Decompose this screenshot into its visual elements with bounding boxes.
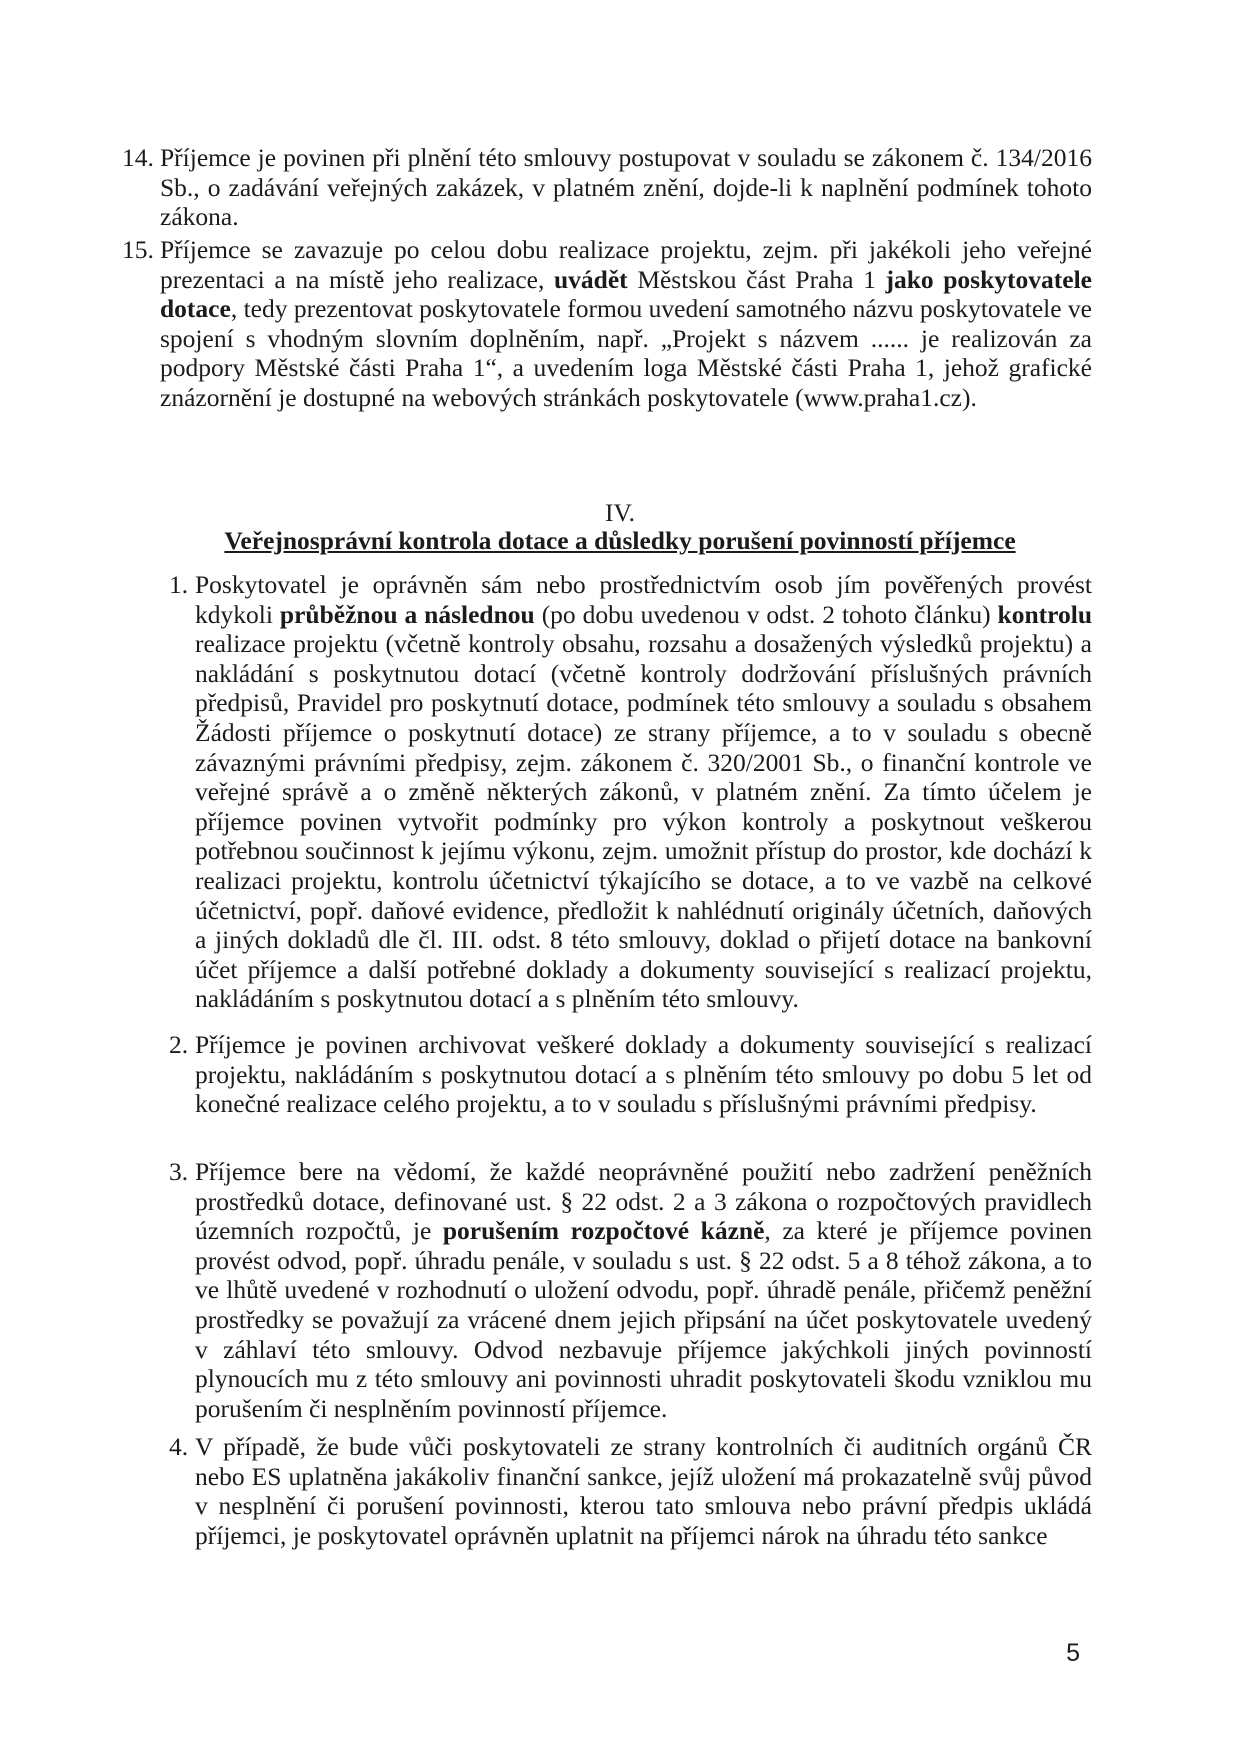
section-paragraph-3	[169, 1157, 1092, 1423]
section-paragraph-4	[169, 1432, 1092, 1550]
paragraph-number: 3.	[169, 1157, 189, 1186]
bold-text-run: jako poskytovatele dotace	[160, 264, 1092, 324]
bold-text-run: uvádět	[554, 264, 628, 294]
text-run: Příjemce je povinen při plnění této smlouvy postupovat v souladu se zákonem č. 134/2016 Sb., o zadávání veřejných zakázek, v platném znění, dojde-li k naplnění podmínek tohoto zákona.	[160, 143, 1092, 232]
text-run: Příjemce bere na vědomí, že každé neoprávněné použití nebo zadržení peněžních prostředků dotace, definované ust. § 22 odst. 2 a 3 zákona o rozpočtových pravidlech územních rozpočtů, je	[195, 1157, 1092, 1246]
text-run: (po dobu uvedenou v odst. 2 tohoto článku)	[534, 599, 998, 629]
paragraph-14	[122, 143, 1092, 232]
paragraph-text	[195, 1157, 1092, 1423]
text-run: V případě, že bude vůči poskytovateli ze strany kontrolních či auditních orgánů ČR nebo ES uplatněna jakákoliv finanční sankce, jejíž uložení má prokazatelně svůj původ v nesplnění či porušení povinnosti, kterou tato smlouva nebo právní předpis ukládá příjemci, je poskytovatel oprávněn uplatnit na příjemci nárok na úhradu této sankce	[195, 1432, 1092, 1550]
text-run: Městskou část Praha 1	[627, 264, 886, 294]
page-number: 5	[1066, 1639, 1080, 1667]
paragraph-number: 2.	[169, 1030, 189, 1059]
text-run: , tedy prezentovat poskytovatele formou uvedení samotného názvu poskytovatele ve spojení s vhodným slovním doplněním, např. „Projekt s názvem ...... je realizován za podpory Městské části Praha 1“, a uvedením loga Městské části Praha 1, jehož grafické znázornění je dostupné na webových stránkách poskytovatele (www.praha1.cz).	[160, 294, 1092, 412]
paragraph-number: 1.	[169, 570, 189, 599]
bold-text-run: kontrolu	[997, 599, 1092, 629]
section-paragraph-2	[169, 1030, 1092, 1119]
paragraph-text	[195, 1432, 1092, 1550]
text-run: Poskytovatel je oprávněn sám nebo prostřednictvím osob jím pověřených provést kdykoli	[195, 570, 1092, 629]
text-run: Příjemce se zavazuje po celou dobu realizace projektu, zejm. při jakékoli jeho veřejné prezentaci a na místě jeho realizace,	[160, 235, 1092, 294]
paragraph-number: 4.	[169, 1432, 189, 1461]
paragraph-text	[160, 143, 1092, 231]
section-title: Veřejnosprávní kontrola dotace a důsledky porušení povinností příjemce	[224, 526, 1016, 555]
paragraph-text	[195, 570, 1092, 1013]
text-run: Příjemce je povinen archivovat veškeré doklady a dokumenty související s realizací projektu, nakládáním s poskytnutou dotací a s plněním této smlouvy po dobu 5 let od konečné realizace celého projektu, a to v souladu s příslušnými právními předpisy.	[195, 1030, 1092, 1119]
bold-text-run: průběžnou a následnou	[279, 599, 535, 629]
paragraph-15	[122, 235, 1092, 413]
section-paragraph-1	[169, 570, 1092, 1014]
text-run: realizace projektu (včetně kontroly obsahu, rozsahu a dosažených výsledků projektu) a nakládání s poskytnutou dotací (včetně kontroly dodržování příslušných právních předpisů, Pravidel pro poskytnutí dotace, podmínek této smlouvy a souladu s obsahem Žádosti příjemce o poskytnutí dotace) ze strany příjemce, a to v souladu s obecně závaznými právními předpisy, zejm. zákonem č. 320/2001 Sb., o finanční kontrole ve veřejné správě a o změně některých zákonů, v platném znění. Za tímto účelem je příjemce povinen vytvořit podmínky pro výkon kontroly a poskytnout veškerou potřebnou součinnost k jejímu výkonu, zejm. umožnit přístup do prostor, kde dochází k realizaci projektu, kontrolu účetnictví týkajícího se dotace, a to ve vazbě na celkové účetnictví, popř. daňové evidence, předložit k nahlédnutí originály účetních, daňových a jiných dokladů dle čl. III. odst. 8 této smlouvy, doklad o přijetí dotace na bankovní účet příjemce a další potřebné doklady a dokumenty související s realizací projektu, nakládáním s poskytnutou dotací a s plněním této smlouvy.	[195, 629, 1092, 1014]
text-run: , za které je příjemce povinen provést odvod, popř. úhradu penále, v souladu s ust. § 22 odst. 5 a 8 téhož zákona, a to ve lhůtě uvedené v rozhodnutí o uložení odvodu, popř. úhradě penále, přičemž peněžní prostředky se považují za vrácené dnem jejich připsání na účet poskytovatele uvedený v záhlaví této smlouvy. Odvod nezbavuje příjemce jakýchkoli jiných povinností plynoucích mu z této smlouvy ani povinnosti uhradit poskytovateli škodu vzniklou mu porušením či nesplněním povinností příjemce.	[195, 1216, 1092, 1423]
bold-text-run: porušením rozpočtové kázně	[442, 1216, 765, 1246]
paragraph-number: 14.	[122, 143, 154, 172]
paragraph-text	[160, 235, 1092, 412]
paragraph-number: 15.	[122, 235, 154, 264]
section-number: IV.	[605, 498, 635, 527]
paragraph-text	[195, 1030, 1092, 1118]
